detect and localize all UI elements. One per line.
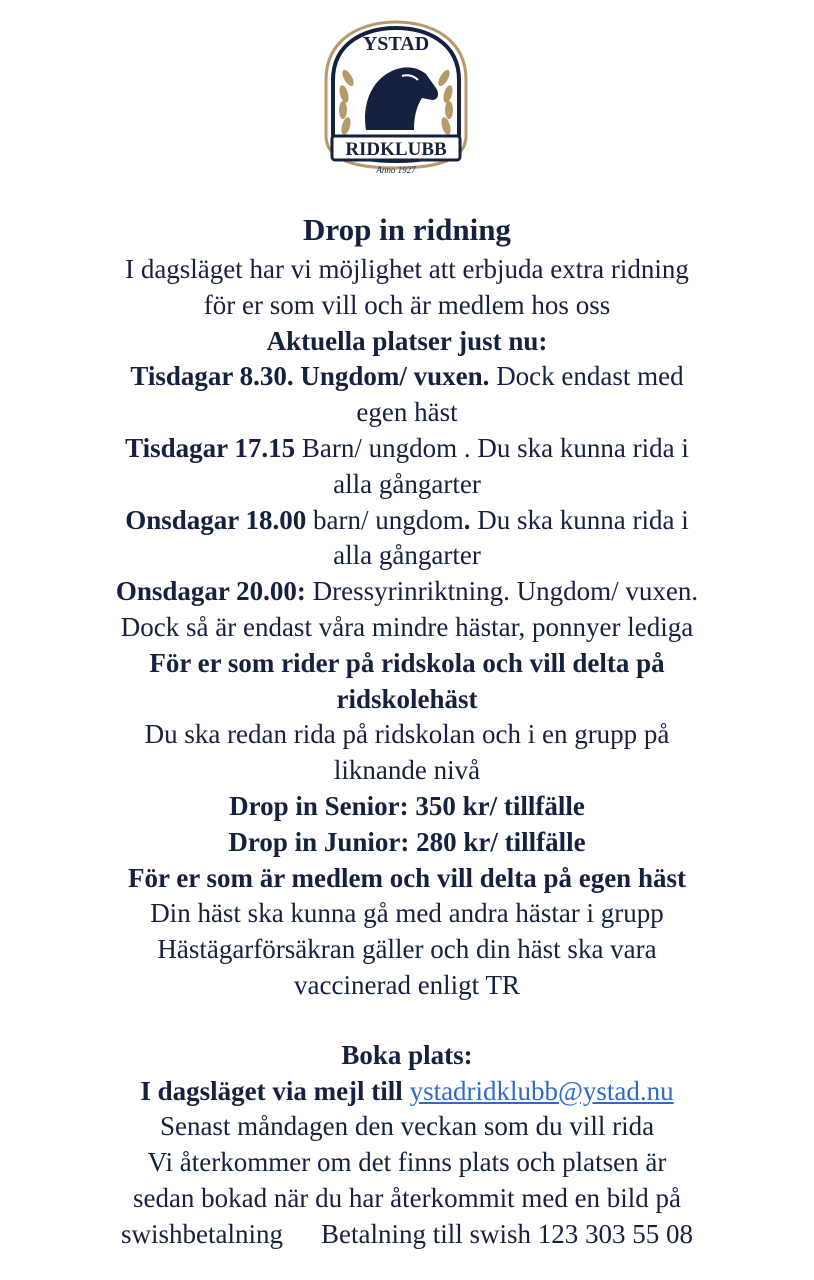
intro-line: I dagsläget har vi möjlighet att erbjuda extra ridning <box>125 254 689 284</box>
flyer-content <box>0 208 814 1253</box>
slot-description: alla gångarter <box>333 468 481 499</box>
slot-description: Dressyrinriktning. Ungdom/ vuxen. <box>305 576 699 607</box>
swish-payment: Betalning till swish 123 303 55 08 <box>320 1218 693 1249</box>
price-junior: Drop in Junior: 280 kr/ tillfälle <box>228 826 586 857</box>
slot-description: egen häst <box>356 397 458 428</box>
logo-year-text: Anno 1927 <box>376 165 416 175</box>
slot-time: Onsdagar 20.00: <box>115 576 306 607</box>
slot-punctuation: . <box>463 504 471 535</box>
school-heading: För er som rider på ridskola och vill delta på <box>149 647 665 678</box>
slot-group: barn/ ungdom <box>306 504 464 535</box>
slot-item <box>0 503 814 575</box>
booking-text: Vi återkommer om det finns plats och platsen är <box>147 1147 667 1178</box>
slot-item <box>0 359 814 431</box>
logo-bottom-text: RIDKLUBB <box>345 139 447 160</box>
school-text: Du ska redan rida på ridskolan och i en grupp på <box>144 719 670 750</box>
own-horse-text: Hästägarförsäkran gäller och din häst ska vara <box>157 934 657 965</box>
ystad-ridklubb-logo <box>318 18 474 180</box>
slot-time: Tisdagar 17.15 <box>125 432 296 463</box>
slots-heading: Aktuella platser just nu: <box>266 325 548 356</box>
slot-time: Onsdagar 18.00 <box>125 504 307 535</box>
booking-text: Senast måndagen den veckan som du vill rida <box>159 1111 655 1142</box>
price-senior: Drop in Senior: 350 kr/ tillfälle <box>229 790 585 821</box>
booking-heading: Boka plats: <box>341 1039 473 1070</box>
booking-text: sedan bokad när du har återkommit med en bild på <box>132 1182 682 1213</box>
school-text: liknande nivå <box>333 755 481 786</box>
own-horse-text: Din häst ska kunna gå med andra hästar i grupp <box>150 898 664 929</box>
slot-item <box>0 574 814 646</box>
booking-via-text: I dagsläget via mejl till <box>140 1075 410 1106</box>
slot-description: Dock endast med <box>489 361 684 392</box>
email-link[interactable]: ystadridklubb@ystad.nu <box>409 1075 674 1106</box>
page-title: Drop in ridning <box>303 212 511 247</box>
logo-top-text: YSTAD <box>362 33 430 55</box>
slot-item <box>0 431 814 503</box>
slot-description: Du ska kunna rida i <box>470 504 689 535</box>
intro-line: för er som vill och är medlem hos oss <box>203 289 611 320</box>
own-horse-text: vaccinerad enligt TR <box>294 969 520 1000</box>
own-horse-heading: För er som är medlem och vill delta på egen häst <box>128 862 686 893</box>
slot-description: alla gångarter <box>333 540 481 571</box>
slot-description: Barn/ ungdom . Du ska kunna rida i <box>295 432 689 463</box>
slot-description: Dock så är endast våra mindre hästar, ponnyer lediga <box>120 611 694 642</box>
spacer <box>0 1004 814 1038</box>
swish-label: swishbetalning <box>120 1218 283 1249</box>
slot-time: Tisdagar 8.30. Ungdom/ vuxen. <box>130 361 490 392</box>
school-heading: ridskolehäst <box>336 683 478 714</box>
